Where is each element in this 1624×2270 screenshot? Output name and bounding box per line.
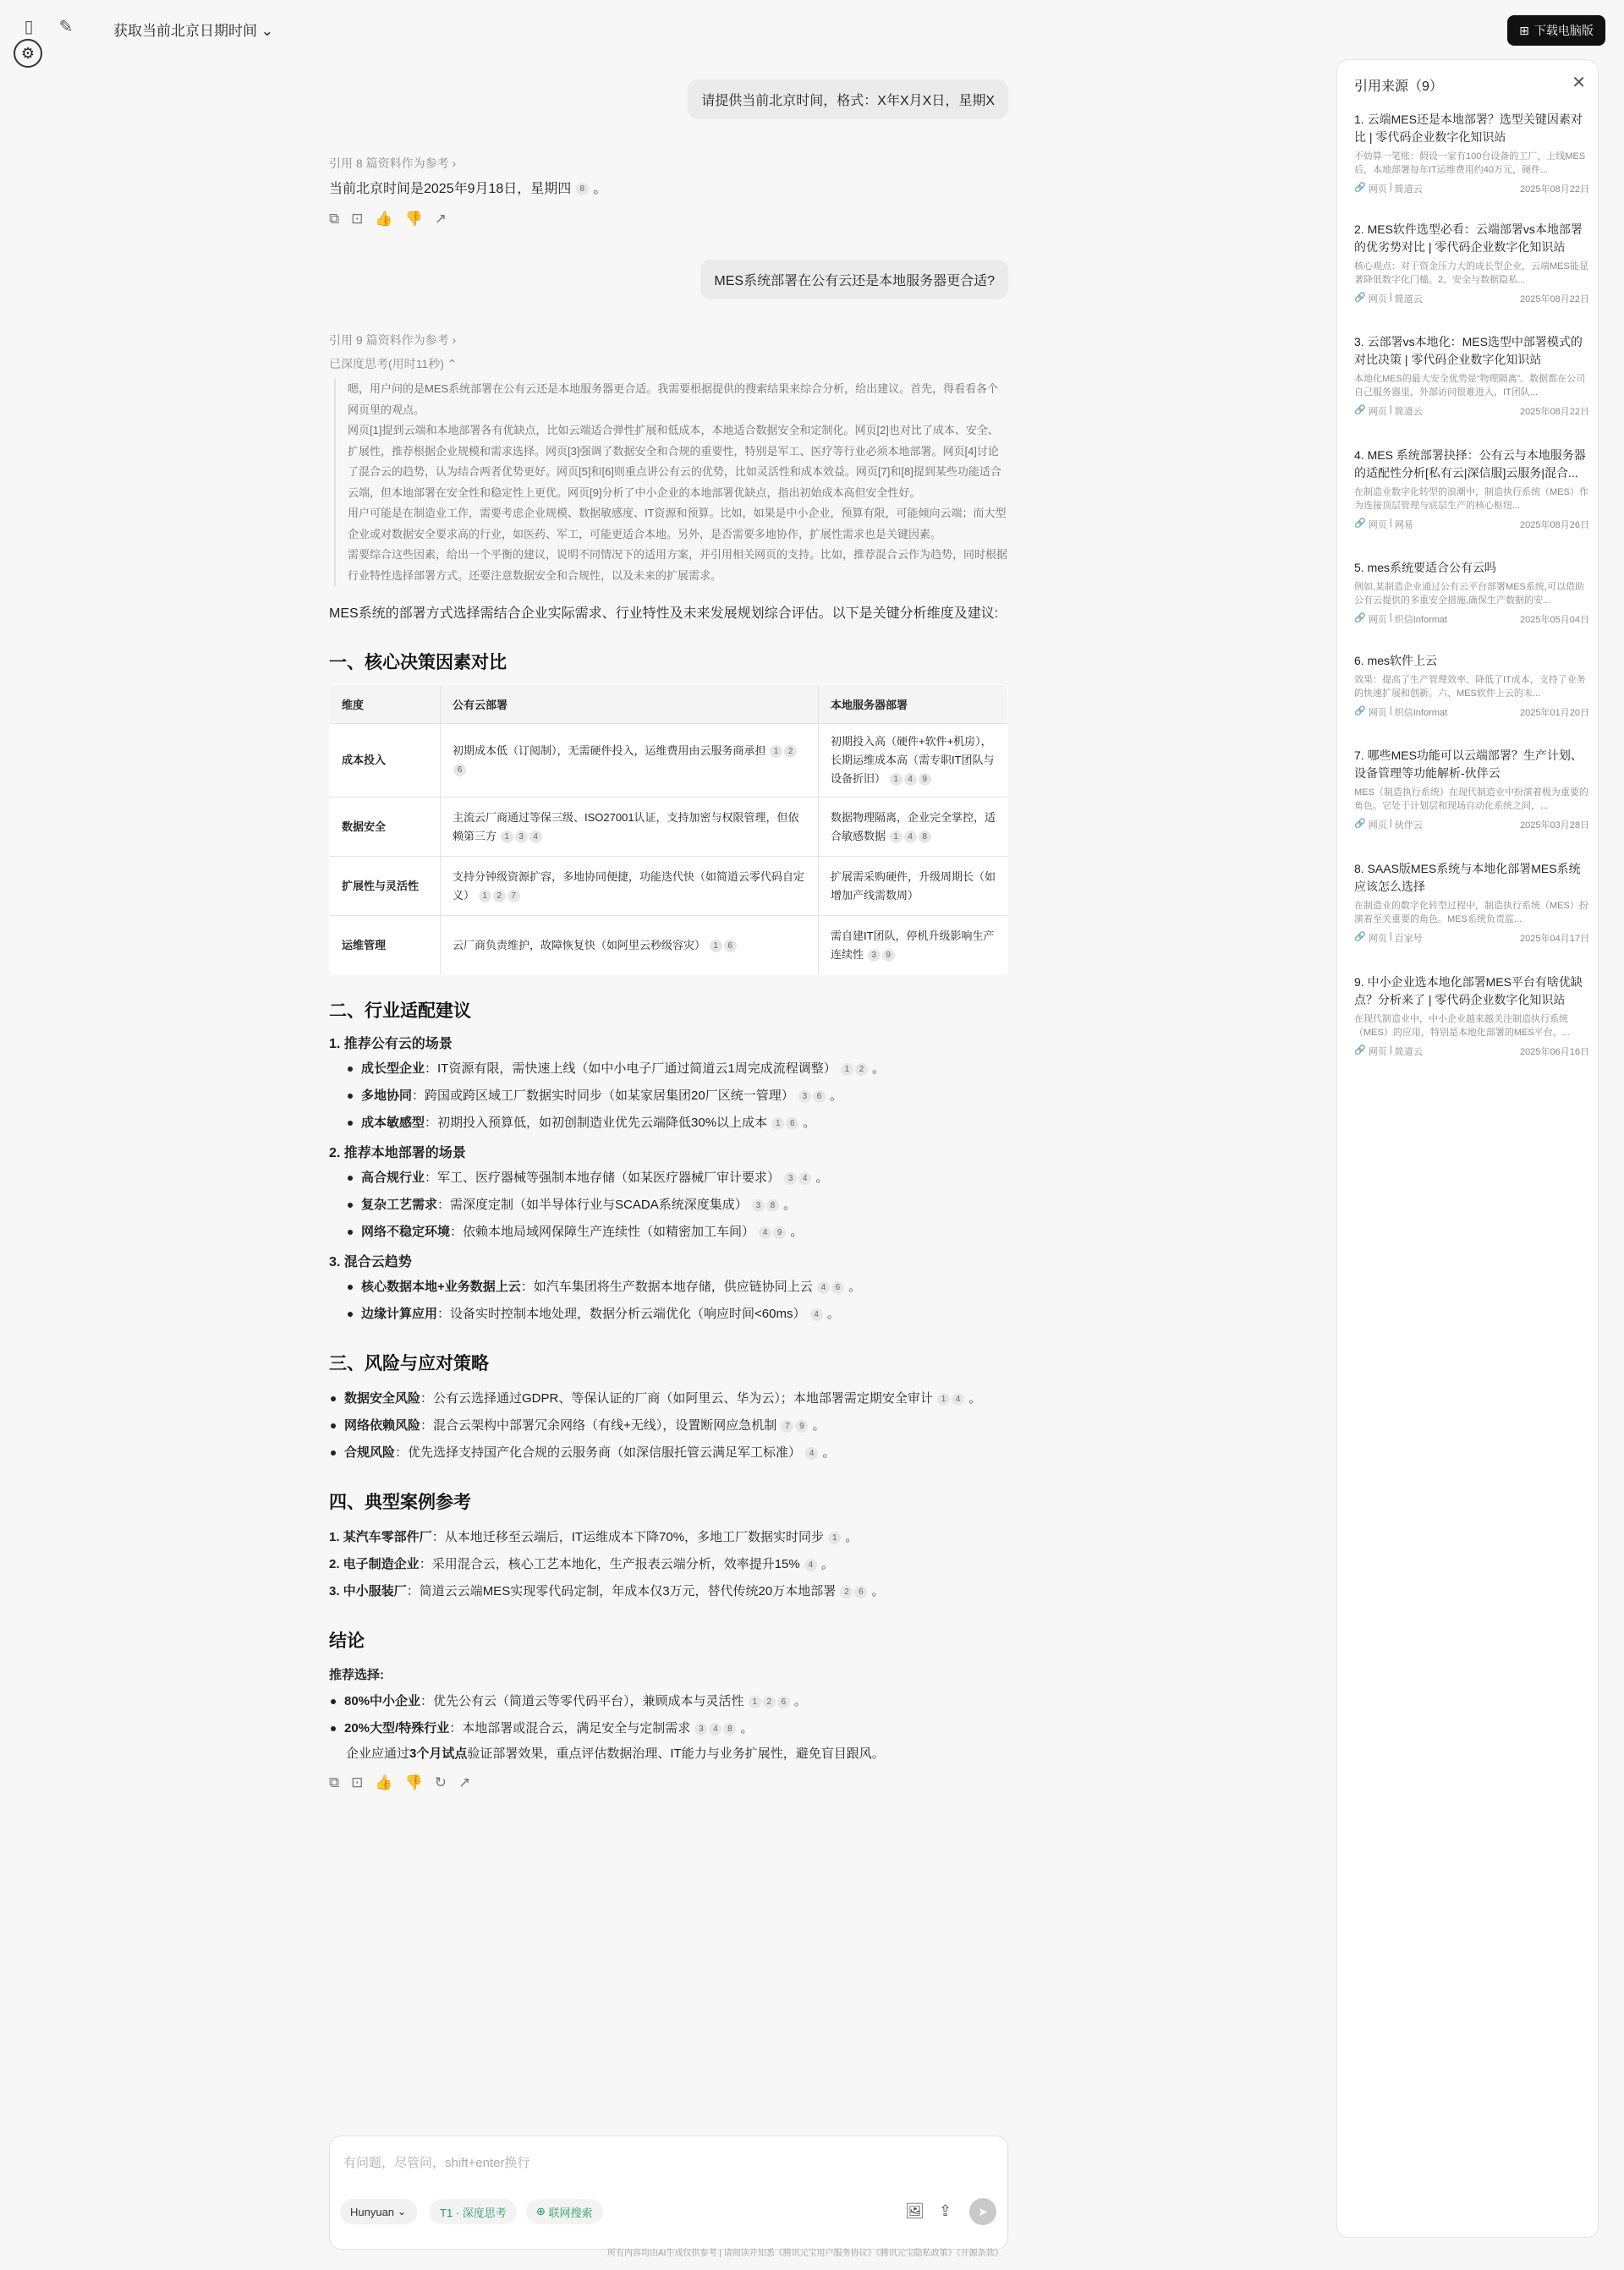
- settings-gear-icon[interactable]: ⚙: [14, 39, 42, 68]
- source-meta: 🔗 网页 | 简道云 2025年08月22日: [1354, 182, 1589, 195]
- list-item: 多地协同：跨国或跨区域工厂数据实时同步（如某家居集团20厂区统一管理） 3 6 。: [346, 1083, 1008, 1110]
- citation-badge[interactable]: 6: [813, 1090, 826, 1103]
- citation-badge[interactable]: 4: [709, 1723, 721, 1735]
- conversation-title-text: 获取当前北京日期时间: [113, 23, 257, 39]
- references-text-2: 引用 9 篇资料作为参考: [329, 333, 449, 347]
- source-date: 2025年06月16日: [1520, 1047, 1589, 1057]
- cell-cloud: 支持分钟级资源扩容，多地协同便捷，功能迭代快（如简道云零代码自定义） 1 2 7: [441, 857, 819, 916]
- source-title[interactable]: 2. MES软件选型必看：云端部署vs本地部署的优劣势对比 | 零代码企业数字化知识站: [1354, 222, 1583, 254]
- model-selector[interactable]: Hunyuan ⌄: [340, 2199, 417, 2224]
- source-meta: 🔗 网页 | 织信Informat 2025年05月04日: [1354, 612, 1589, 625]
- cell-cloud: 主流云厂商通过等保三级、ISO27001认证，支持加密与权限管理，但依赖第三方 1 3 4: [441, 798, 819, 857]
- citation-badge[interactable]: 1: [937, 1393, 950, 1406]
- source-snippet: 不妨算一笔账：假设一家有100台设备的工厂，上线MES后，本地部署每年IT运维费用约40万元，硬件...: [1354, 151, 1586, 175]
- source-title[interactable]: 6. mes软件上云: [1354, 654, 1438, 667]
- citation-badge[interactable]: 9: [773, 1226, 786, 1239]
- list-item: 高合规行业：军工、医疗器械等强制本地存储（如某医疗器械厂审计要求） 3 4 。: [346, 1165, 1008, 1192]
- citation-badge[interactable]: 6: [777, 1696, 790, 1708]
- conversation-title[interactable]: [113, 19, 273, 40]
- chat-thread: [329, 68, 1008, 1795]
- table-row: [330, 916, 1008, 975]
- thumbs-up-icon[interactable]: 👍: [375, 211, 393, 227]
- cell-local: 扩展需采购硬件，升级周期长（如增加产线需数周）: [819, 857, 1008, 916]
- citation-badge[interactable]: 1: [841, 1063, 853, 1076]
- list-item: 3. 中小服装厂：简道云云端MES实现零代码定制，年成本仅3万元，替代传统20万本地部署 2 6 。: [329, 1584, 885, 1598]
- citation-badge[interactable]: 3: [515, 831, 528, 843]
- citation-badge[interactable]: 8: [919, 831, 931, 843]
- thumbs-up-icon[interactable]: 👍: [375, 1774, 393, 1790]
- source-site: 简道云: [1394, 407, 1423, 417]
- references-link-1[interactable]: 引用 8 篇资料作为参考 ›: [329, 156, 457, 170]
- list-item: 1. 某汽车零部件厂：从本地迁移至云端后，IT运维成本下降70%，多地工厂数据实时同步 1 。: [329, 1530, 859, 1544]
- citation-badge[interactable]: 6: [854, 1586, 867, 1598]
- section-heading: 二、行业适配建议: [329, 1001, 471, 1021]
- table-header: 维度: [330, 685, 441, 724]
- list-item: 80%中小企业：优先公有云（简道云等零代码平台），兼顾成本与灵活性 1 2 6 。: [329, 1688, 1008, 1715]
- link-icon: 🔗: [1354, 819, 1366, 829]
- source-snippet: 核心观点：对于资金压力大的成长型企业，云端MES能显著降低数字化门槛。2、安全与数据隐私...: [1354, 261, 1588, 285]
- top-bar: [0, 0, 1624, 59]
- numbered-list: [329, 1524, 1008, 1605]
- citation-badge[interactable]: 4: [805, 1447, 818, 1460]
- message-composer[interactable]: [329, 2136, 1008, 2250]
- cell-dimension: 运维管理: [330, 916, 441, 975]
- final-bold: 3个月试点: [409, 1746, 468, 1761]
- source-title[interactable]: 1. 云端MES还是本地部署？选型关键因素对比 | 零代码企业数字化知识站: [1354, 112, 1583, 144]
- cell-dimension: 扩展性与灵活性: [330, 857, 441, 916]
- download-desktop-button[interactable]: [1507, 15, 1605, 46]
- citation-badge[interactable]: 3: [694, 1723, 707, 1735]
- section-heading: 三、风险与应对策略: [329, 1354, 489, 1374]
- web-search-label: 联网搜索: [548, 2206, 593, 2219]
- thinking-content: [334, 379, 1008, 586]
- bullet-list: [346, 1274, 1008, 1328]
- citation-badge[interactable]: 9: [795, 1420, 808, 1433]
- thinking-para: 嗯，用户问的是MES系统部署在公有云还是本地服务器更合适。我需要根据提供的搜索结果来综合分析，给出建议。首先，得看看各个网页里的观点。: [348, 382, 999, 416]
- source-title[interactable]: 7. 哪些MES功能可以云端部署？生产计划、设备管理等功能解析-伙伴云: [1354, 748, 1583, 780]
- message-actions: [329, 211, 1008, 228]
- list-item: 成本敏感型：初期投入预算低，如初创制造业优先云端降低30%以上成本 1 6 。: [346, 1110, 1008, 1137]
- citation-badge[interactable]: 1: [749, 1696, 761, 1708]
- citation-badge[interactable]: 6: [786, 1117, 798, 1130]
- send-button[interactable]: ➤: [969, 2198, 996, 2225]
- table-row: [330, 798, 1008, 857]
- section-heading: 一、核心决策因素对比: [329, 653, 507, 672]
- source-snippet: 在制造业的数字化转型过程中，制造执行系统（MES）扮演着至关重要的角色。MES系统负责监...: [1354, 901, 1588, 924]
- link-icon: 🔗: [1354, 518, 1366, 529]
- citation-badge[interactable]: 1: [479, 890, 491, 902]
- source-snippet: 在制造业数字化转型的浪潮中，制造执行系统（MES）作为连接顶层管理与底层生产的核心枢纽...: [1354, 487, 1588, 511]
- source-title[interactable]: 5. mes系统要适合公有云吗: [1354, 561, 1497, 574]
- source-site: 简道云: [1394, 1047, 1423, 1057]
- link-icon: 🔗: [1354, 183, 1366, 193]
- source-title[interactable]: 3. 云部署vs本地化：MES选型中部署模式的对比决策 | 零代码企业数字化知识站: [1354, 335, 1583, 366]
- source-type: 网页: [1368, 1047, 1387, 1057]
- citation-badge[interactable]: 1: [771, 1117, 784, 1130]
- table-row: [330, 857, 1008, 916]
- list-item: 网络不稳定环境：依赖本地局域网保障生产连续性（如精密加工车间） 4 9 。: [346, 1219, 1008, 1246]
- subsection-heading: 2. 推荐本地部署的场景: [329, 1146, 466, 1160]
- source-item[interactable]: [1354, 860, 1589, 945]
- thinking-label: 已深度思考(用时11秒): [329, 357, 444, 370]
- source-date: 2025年01月20日: [1520, 708, 1589, 718]
- citation-badge[interactable]: 4: [904, 831, 917, 843]
- cell-cloud: 初期成本低（订阅制），无需硬件投入，运维费用由云服务商承担 1 26: [441, 724, 819, 798]
- source-site: 网易: [1394, 520, 1413, 530]
- citation-badge[interactable]: 7: [508, 890, 520, 902]
- citation-badge[interactable]: 3: [784, 1172, 797, 1185]
- source-site: 织信Informat: [1394, 615, 1448, 625]
- citation-badge[interactable]: 1: [890, 773, 903, 786]
- regenerate-icon[interactable]: ↻: [434, 1774, 447, 1790]
- web-search-toggle[interactable]: [526, 2199, 603, 2224]
- source-date: 2025年08月22日: [1520, 184, 1589, 195]
- source-meta: 🔗 网页 | 简道云 2025年08月22日: [1354, 404, 1589, 417]
- citation-badge[interactable]: 2: [493, 890, 506, 902]
- list-item: 合规风险：优先选择支持国产化合规的云服务商（如深信服托管云满足军工标准） 4 。: [329, 1439, 1008, 1467]
- source-type: 网页: [1368, 294, 1387, 304]
- download-label: 下载电脑版: [1533, 24, 1594, 37]
- final-pre: 企业应通过: [346, 1746, 410, 1761]
- source-type: 网页: [1368, 820, 1387, 831]
- citation-badge[interactable]: 2: [784, 745, 797, 758]
- composer-input[interactable]: 有问题，尽管问，shift+enter换行: [343, 2156, 530, 2170]
- citation-badge[interactable]: 6: [453, 764, 466, 776]
- citation-badge[interactable]: 6: [831, 1281, 844, 1294]
- list-item: 2. 电子制造企业：采用混合云，核心工艺本地化，生产报表云端分析，效率提升15% 4 。: [329, 1557, 835, 1571]
- source-meta: 🔗 网页 | 织信Informat 2025年01月20日: [1354, 705, 1589, 718]
- cell-dimension: 成本投入: [330, 724, 441, 798]
- citation-badge[interactable]: 8: [576, 183, 589, 195]
- source-item[interactable]: [1354, 221, 1589, 305]
- table-row: [330, 724, 1008, 798]
- thinking-toggle[interactable]: 已深度思考(用时11秒) ⌃: [329, 357, 458, 370]
- citation-badge[interactable]: 3: [868, 949, 881, 962]
- source-meta: 🔗 网页 | 伙伴云 2025年03月28日: [1354, 818, 1589, 831]
- bookmark-icon[interactable]: ⊡: [351, 1774, 364, 1790]
- file-upload-icon[interactable]: ⇪: [939, 2202, 952, 2219]
- bullet-list: [346, 1165, 1008, 1246]
- citation-badge[interactable]: 9: [919, 773, 931, 786]
- sources-panel: [1336, 59, 1599, 2238]
- thinking-para: 用户可能是在制造业工作，需要考虑企业规模、数据敏感度、IT资源和预算。比如，如果是中小企业，预算有限，可能倾向云端；而大型企业或对数据安全要求高的行业，如医药、军工，可能更适合本地。另外，是否需要多地协作，扩展性需求也是关键因素。: [348, 507, 1007, 540]
- bookmark-icon[interactable]: ⊡: [351, 211, 364, 227]
- source-date: 2025年05月04日: [1520, 615, 1589, 625]
- share-icon[interactable]: ↗: [434, 211, 447, 227]
- close-icon[interactable]: ✕: [1572, 74, 1586, 92]
- subsection-heading: 3. 混合云趋势: [329, 1255, 412, 1269]
- model-label: Hunyuan: [350, 2205, 395, 2218]
- sources-panel-title: 引用来源（9）: [1354, 80, 1443, 94]
- source-item[interactable]: [1354, 333, 1589, 418]
- source-site: 简道云: [1394, 294, 1423, 304]
- citation-badge[interactable]: 2: [840, 1586, 853, 1598]
- citation-badge[interactable]: 9: [882, 949, 895, 962]
- citation-badge[interactable]: 1: [890, 831, 903, 843]
- link-icon: 🔗: [1354, 405, 1366, 415]
- citation-badge[interactable]: 4: [904, 773, 917, 786]
- bullet-list: [346, 1055, 1008, 1137]
- source-type: 网页: [1368, 184, 1387, 195]
- source-item[interactable]: [1354, 747, 1589, 831]
- citation-badge[interactable]: 2: [763, 1696, 776, 1708]
- link-icon: 🔗: [1354, 706, 1366, 716]
- answer-text-1: 当前北京时间是2025年9月18日，星期四: [329, 182, 572, 196]
- section-heading: 结论: [329, 1631, 365, 1651]
- citation-badge[interactable]: 8: [723, 1723, 736, 1735]
- citation-badge[interactable]: 8: [766, 1199, 779, 1212]
- list-item: 复杂工艺需求：需深度定制（如半导体行业与SCADA系统深度集成） 3 8 。: [346, 1192, 1008, 1219]
- source-site: 简道云: [1394, 184, 1423, 195]
- list-item: 成长型企业：IT资源有限，需快速上线（如中小电子厂通过简道云1周完成流程调整） 1 2 。: [346, 1055, 1008, 1083]
- citation-badge[interactable]: 1: [501, 831, 513, 843]
- message-actions: [329, 1774, 1008, 1791]
- citation-badge[interactable]: 4: [529, 831, 542, 843]
- list-item: 20%大型/特殊行业：本地部署或混合云，满足安全与定制需求 3 4 8 。: [329, 1715, 1008, 1742]
- source-site: 百家号: [1394, 934, 1423, 944]
- copy-icon[interactable]: ⧉: [329, 1774, 340, 1790]
- citation-badge[interactable]: 4: [810, 1308, 823, 1321]
- source-title[interactable]: 9. 中小企业选本地化部署MES平台有啥优缺点？分析来了 | 零代码企业数字化知识站: [1354, 975, 1583, 1006]
- source-meta: 🔗 网页 | 简道云 2025年06月16日: [1354, 1045, 1589, 1057]
- source-title[interactable]: 4. MES 系统部署抉择：公有云与本地服务器的适配性分析[私有云|深信服]云服务|混合...: [1354, 448, 1586, 480]
- sidebar-toggle-icon[interactable]: ▯: [24, 18, 34, 36]
- citation-badge[interactable]: 3: [798, 1090, 811, 1103]
- source-site: 伙伴云: [1394, 820, 1423, 831]
- source-item[interactable]: [1354, 447, 1589, 531]
- source-date: 2025年08月26日: [1520, 520, 1589, 530]
- table-header: 本地服务器部署: [819, 685, 1008, 724]
- thumbs-down-icon[interactable]: 👎: [404, 1774, 423, 1790]
- source-snippet: MES（制造执行系统）在现代制造业中扮演着极为重要的角色。它处于计划层和现场自动化系统之间，...: [1354, 787, 1588, 811]
- link-icon: 🔗: [1354, 613, 1366, 623]
- cell-local: 初期投入高（硬件+软件+机房），长期运维成本高（需专职IT团队与设备折旧） 1 4 9: [819, 724, 1008, 798]
- citation-badge[interactable]: 4: [798, 1172, 811, 1185]
- link-icon: 🔗: [1354, 932, 1366, 942]
- list-item: 核心数据本地+业务数据上云：如汽车集团将生产数据本地存储，供应链协同上云 4 6 。: [346, 1274, 1008, 1301]
- references-text-1: 引用 8 篇资料作为参考: [329, 156, 449, 170]
- windows-icon: ⊞: [1519, 23, 1529, 37]
- thumbs-down-icon[interactable]: 👎: [404, 211, 423, 227]
- citation-badge[interactable]: 4: [759, 1226, 771, 1239]
- footer-disclaimer: 所有内容均由AI生成仅供参考 | 请阅读并知悉《腾讯元宝用户服务协议》《腾讯元宝隐私政策》《开源条款》: [607, 2249, 1003, 2258]
- source-item[interactable]: [1354, 652, 1589, 719]
- source-title[interactable]: 8. SAAS版MES系统与本地化部署MES系统应该怎么选择: [1354, 862, 1581, 893]
- section-heading: 四、典型案例参考: [329, 1493, 471, 1512]
- copy-icon[interactable]: ⧉: [329, 211, 340, 227]
- source-date: 2025年04月17日: [1520, 934, 1589, 944]
- source-snippet: 在现代制造业中，中小企业越来越关注制造执行系统（MES）的应用，特别是本地化部署的MES平台。...: [1354, 1014, 1570, 1038]
- source-date: 2025年08月22日: [1520, 407, 1589, 417]
- table-header: 公有云部署: [441, 685, 819, 724]
- chevron-down-icon: ⌄: [261, 23, 273, 39]
- cell-local: 需自建IT团队，停机升级影响生产连续性 3 9: [819, 916, 1008, 975]
- source-date: 2025年03月28日: [1520, 820, 1589, 831]
- source-type: 网页: [1368, 708, 1387, 718]
- answer-intro: MES系统的部署方式选择需结合企业实际需求、行业特性及未来发展规划综合评估。以下是关键分析维度及建议:: [329, 606, 999, 621]
- citation-badge[interactable]: 1: [710, 940, 722, 952]
- source-item[interactable]: [1354, 111, 1589, 195]
- source-type: 网页: [1368, 407, 1387, 417]
- cell-cloud: 云厂商负责维护，故障恢复快（如阿里云秒级容灾） 1 6: [441, 916, 819, 975]
- citation-badge[interactable]: 3: [752, 1199, 765, 1212]
- deep-think-toggle[interactable]: [430, 2199, 517, 2224]
- cell-local: 数据物理隔离，企业完全掌控，适合敏感数据 1 4 8: [819, 798, 1008, 857]
- bullet-list: [329, 1688, 1008, 1742]
- citation-badge[interactable]: 4: [817, 1281, 830, 1294]
- new-chat-icon[interactable]: ✎: [58, 18, 74, 36]
- source-snippet: 本地化MES的最大安全优势是“物理隔离”。数据都在公司自己服务器里，外部访问很难进入，IT团队...: [1354, 374, 1586, 398]
- conclusion-final: [329, 1742, 1008, 1766]
- user-message-2: MES系统部署在公有云还是本地服务器更合适?: [700, 260, 1008, 299]
- source-site: 织信Informat: [1394, 708, 1448, 718]
- final-post: 验证部署效果，重点评估数据治理、IT能力与业务扩展性，避免盲目跟风。: [467, 1746, 885, 1761]
- share-icon[interactable]: ↗: [458, 1774, 471, 1790]
- thinking-para: 需要综合这些因素，给出一个平衡的建议，说明不同情况下的适用方案，并引用相关网页的支持。比如，推荐混合云作为趋势，同时根据行业特性选择部署方式。还要注意数据安全和合规性，以及未来的扩展需求。: [348, 548, 1008, 582]
- comparison-table: [329, 684, 1008, 975]
- list-item: 网络依赖风险：混合云架构中部署冗余网络（有线+无线），设置断网应急机制 7 9 。: [329, 1412, 1008, 1439]
- user-message-1: 请提供当前北京时间，格式：X年X月X日，星期X: [688, 80, 1008, 119]
- source-date: 2025年08月22日: [1520, 294, 1589, 304]
- globe-icon: ⊕: [536, 2205, 546, 2218]
- cell-dimension: 数据安全: [330, 798, 441, 857]
- link-icon: 🔗: [1354, 1045, 1366, 1055]
- deep-think-label: T1 · 深度思考: [440, 2206, 507, 2219]
- citation-badge[interactable]: 1: [828, 1532, 841, 1544]
- answer-end: 。: [593, 182, 607, 196]
- source-type: 网页: [1368, 615, 1387, 625]
- subsection-heading: 1. 推荐公有云的场景: [329, 1037, 453, 1051]
- list-item: 数据安全风险：公有云选择通过GDPR、等保认证的厂商（如阿里云、华为云）；本地部署需定期安全审计 1 4 。: [329, 1385, 1008, 1412]
- source-type: 网页: [1368, 520, 1387, 530]
- citation-badge[interactable]: 4: [952, 1393, 964, 1406]
- citation-badge[interactable]: 2: [855, 1063, 868, 1076]
- source-item[interactable]: [1354, 973, 1589, 1058]
- citation-badge[interactable]: 6: [724, 940, 737, 952]
- thinking-para: 网页[1]提到云端和本地部署各有优缺点，比如云端适合弹性扩展和低成本，本地适合数据安全和定制化。网页[2]也对比了成本、安全、扩展性，推荐根据企业规模和需求选择。网页[3]强调了数据安全和合规的重要性，特别是军工、医疗等行业必须本地部署。网页[4]讨论了混合云的趋势，认为结合两者优势更好。网页[5]和[6]则重点讲公有云的优势，比如灵活性和成本效益。网页[7]和[8]提到某些功能适合云端，但本地部署在安全性和稳定性上更优。网页[9]分析了中小企业的本地部署优缺点，指出初始成本高但安全性好。: [348, 424, 1001, 499]
- list-item: 边缘计算应用：设备实时控制本地处理，数据分析云端优化（响应时间<60ms） 4 。: [346, 1301, 1008, 1328]
- source-meta: 🔗 网页 | 简道云 2025年08月22日: [1354, 292, 1589, 304]
- assistant-answer-1: [329, 177, 1008, 202]
- source-meta: 🔗 网页 | 百家号 2025年04月17日: [1354, 931, 1589, 944]
- source-snippet: 效果：提高了生产管理效率、降低了IT成本，支持了业务的快速扩展和创新。六、MES软件上云的未...: [1354, 675, 1586, 699]
- source-meta: 🔗 网页 | 网易 2025年08月26日: [1354, 518, 1589, 530]
- citation-badge[interactable]: 4: [804, 1559, 817, 1571]
- conclusion-label: 推荐选择:: [329, 1668, 384, 1682]
- source-snippet: 例如,某制造企业通过公有云平台部署MES系统,可以借助公有云提供的多重安全措施,确保生产数据的安...: [1354, 582, 1584, 606]
- source-type: 网页: [1368, 934, 1387, 944]
- citation-badge[interactable]: 7: [781, 1420, 793, 1433]
- citation-badge[interactable]: 1: [770, 745, 782, 758]
- references-link-2[interactable]: 引用 9 篇资料作为参考 ›: [329, 333, 457, 347]
- link-icon: 🔗: [1354, 293, 1366, 303]
- image-upload-icon[interactable]: 🖼: [905, 2202, 924, 2219]
- bullet-list: [329, 1385, 1008, 1467]
- source-item[interactable]: [1354, 559, 1589, 626]
